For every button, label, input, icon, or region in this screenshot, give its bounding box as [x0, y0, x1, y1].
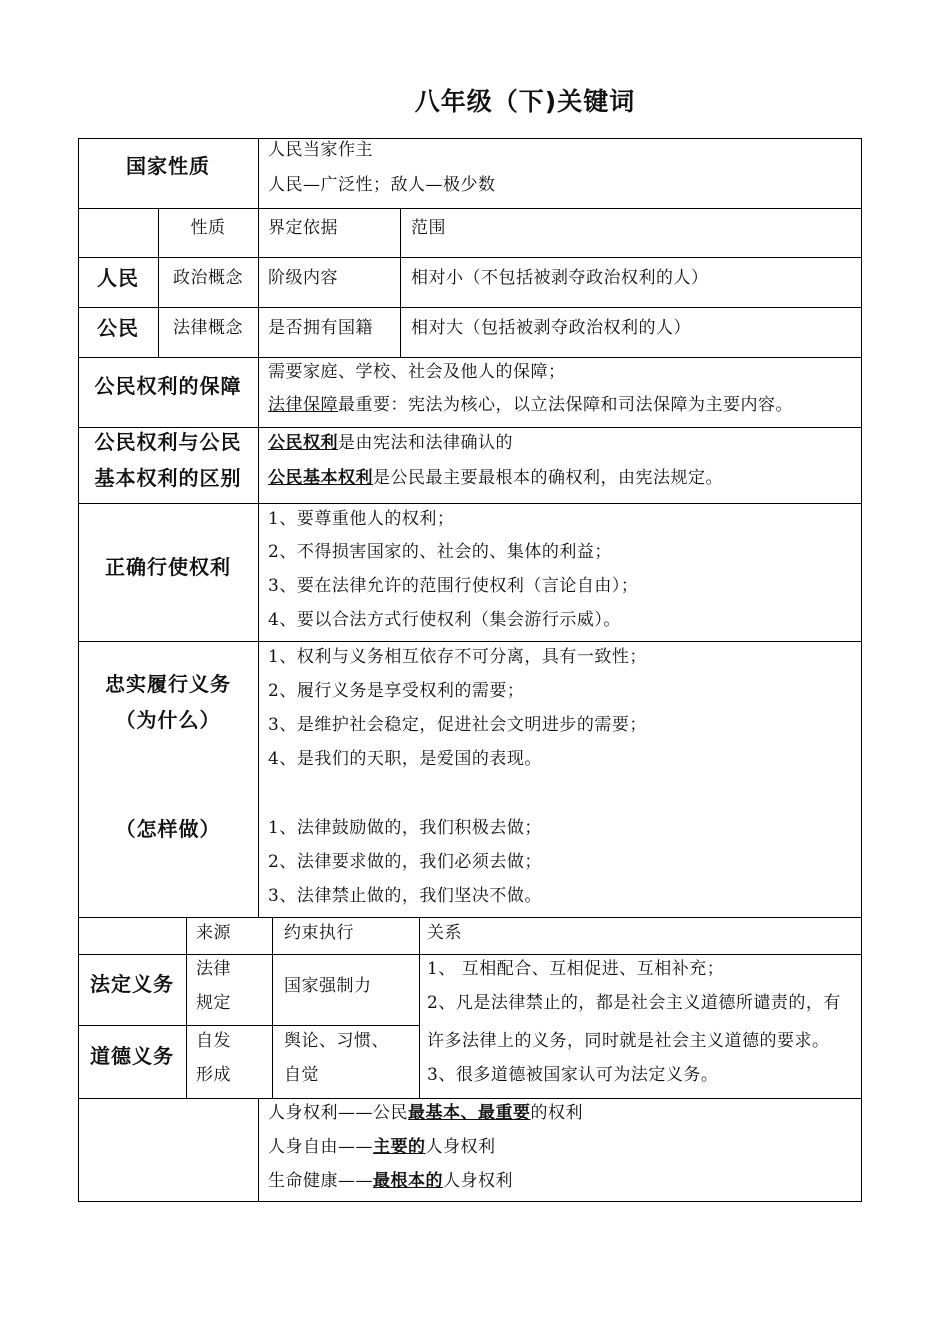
moral-duty-label: 道德义务 [90, 1044, 174, 1068]
nature-line-1: 人民当家作主 [268, 140, 373, 160]
duty-how-item: 1、法律鼓励做的，我们积极去做； [268, 818, 542, 838]
exercise-label: 正确行使权利 [105, 555, 231, 579]
page-title: 八年级（下)关键词 [414, 87, 636, 116]
moral-source-1: 自发 [196, 1031, 231, 1051]
exercise-item: 2、不得损害国家的、社会的、集体的利益； [268, 542, 612, 562]
nature-label: 国家性质 [126, 154, 210, 178]
basic-rights-term: 公民基本权利 [268, 468, 373, 488]
gongmin-nature: 法律概念 [173, 318, 243, 338]
renmin-label: 人民 [97, 266, 139, 290]
legal-duty-label: 法定义务 [90, 972, 174, 996]
legal-source-1: 法律 [196, 959, 231, 979]
duty-why-item: 1、权利与义务相互依存不可分离，具有一致性； [268, 647, 647, 667]
row-border [78, 1201, 862, 1202]
legal-source-2: 规定 [196, 993, 231, 1013]
col-border [258, 357, 259, 917]
header-nature: 性质 [190, 218, 226, 238]
relation-item: 3、很多道德被国家认可为法定义务。 [427, 1065, 719, 1085]
person-line-2: 人身自由——主要的人身权利 [268, 1137, 496, 1157]
renmin-scope: 相对小（不包括被剥夺政治权利的人） [411, 268, 709, 288]
col-border [258, 138, 259, 208]
exercise-item: 1、要尊重他人的权利； [268, 509, 455, 529]
header-basis: 界定依据 [268, 218, 338, 238]
row-border [78, 307, 862, 308]
duty-how-item: 3、法律禁止做的，我们坚决不做。 [268, 886, 542, 906]
gongmin-scope: 相对大（包括被剥夺政治权利的人） [411, 318, 691, 338]
difference-line-1: 公民权利是由宪法和法律确认的 [268, 433, 513, 453]
row-border [78, 357, 862, 358]
gongmin-basis: 是否拥有国籍 [268, 318, 373, 338]
row-border [78, 1025, 420, 1026]
moral-enforce-1: 舆论、习惯、 [284, 1031, 389, 1051]
row-border [78, 1098, 862, 1099]
difference-line-2: 公民基本权利是公民最主要最根本的确权利，由宪法规定。 [268, 468, 723, 488]
guarantee-label: 公民权利的保障 [94, 374, 242, 398]
header-relation: 关系 [427, 923, 462, 943]
relation-item: 2、凡是法律禁止的，都是社会主义道德所谴责的，有 [427, 993, 841, 1013]
difference-label-1: 公民权利与公民 [94, 430, 242, 454]
relation-item: 许多法律上的义务，同时就是社会主义道德的要求。 [427, 1031, 830, 1051]
row-border [78, 257, 862, 258]
legal-enforce: 国家强制力 [284, 976, 372, 996]
person-line-1: 人身权利——公民最基本、最重要的权利 [268, 1103, 583, 1123]
row-border [78, 641, 862, 642]
moral-enforce-2: 自觉 [284, 1065, 319, 1085]
row-border [78, 427, 862, 428]
gongmin-label: 公民 [97, 316, 139, 340]
col-border [272, 917, 273, 1098]
exercise-item: 4、要以合法方式行使权利（集会游行示威）。 [268, 610, 621, 630]
header-source: 来源 [196, 923, 231, 943]
guarantee-line-1: 需要家庭、学校、社会及他人的保障； [268, 362, 566, 382]
row-border [78, 503, 862, 504]
col-border [861, 138, 862, 1202]
col-border [400, 208, 401, 357]
row-border [78, 917, 862, 918]
row-border [78, 208, 862, 209]
col-border [419, 917, 420, 1098]
duty-why-item: 3、是维护社会稳定，促进社会文明进步的需要； [268, 715, 647, 735]
duty-how-item: 2、法律要求做的，我们必须去做； [268, 852, 542, 872]
citizen-rights-term: 公民权利 [268, 433, 338, 453]
duty-why-item: 4、是我们的天职，是爱国的表现。 [268, 749, 542, 769]
difference-label-2: 基本权利的区别 [94, 466, 242, 490]
renmin-nature: 政治概念 [173, 268, 243, 288]
exercise-item: 3、要在法律允许的范围行使权利（言论自由）； [268, 576, 639, 596]
header-enforce: 约束执行 [284, 923, 354, 943]
duty-label: 忠实履行义务 [105, 672, 231, 696]
col-border [258, 208, 259, 357]
relation-item: 1、 互相配合、互相促进、互相补充； [427, 959, 725, 979]
nature-line-2: 人民—广泛性；敌人—极少数 [268, 175, 496, 195]
legal-guarantee-term: 法律保障 [268, 395, 338, 415]
header-scope: 范围 [411, 218, 446, 238]
moral-source-2: 形成 [196, 1065, 231, 1085]
duty-why-item: 2、履行义务是享受权利的需要； [268, 681, 525, 701]
person-line-3: 生命健康——最根本的人身权利 [268, 1171, 513, 1191]
row-border [78, 954, 862, 955]
col-border [78, 138, 79, 1202]
duty-why-label: （为什么） [115, 708, 221, 732]
duty-how-label: （怎样做） [115, 817, 221, 841]
row-border [78, 138, 862, 139]
guarantee-line-2: 法律保障最重要：宪法为核心，以立法保障和司法保障为主要内容。 [268, 395, 793, 415]
col-border [186, 917, 187, 1098]
col-border [258, 1098, 259, 1201]
renmin-basis: 阶级内容 [268, 268, 338, 288]
